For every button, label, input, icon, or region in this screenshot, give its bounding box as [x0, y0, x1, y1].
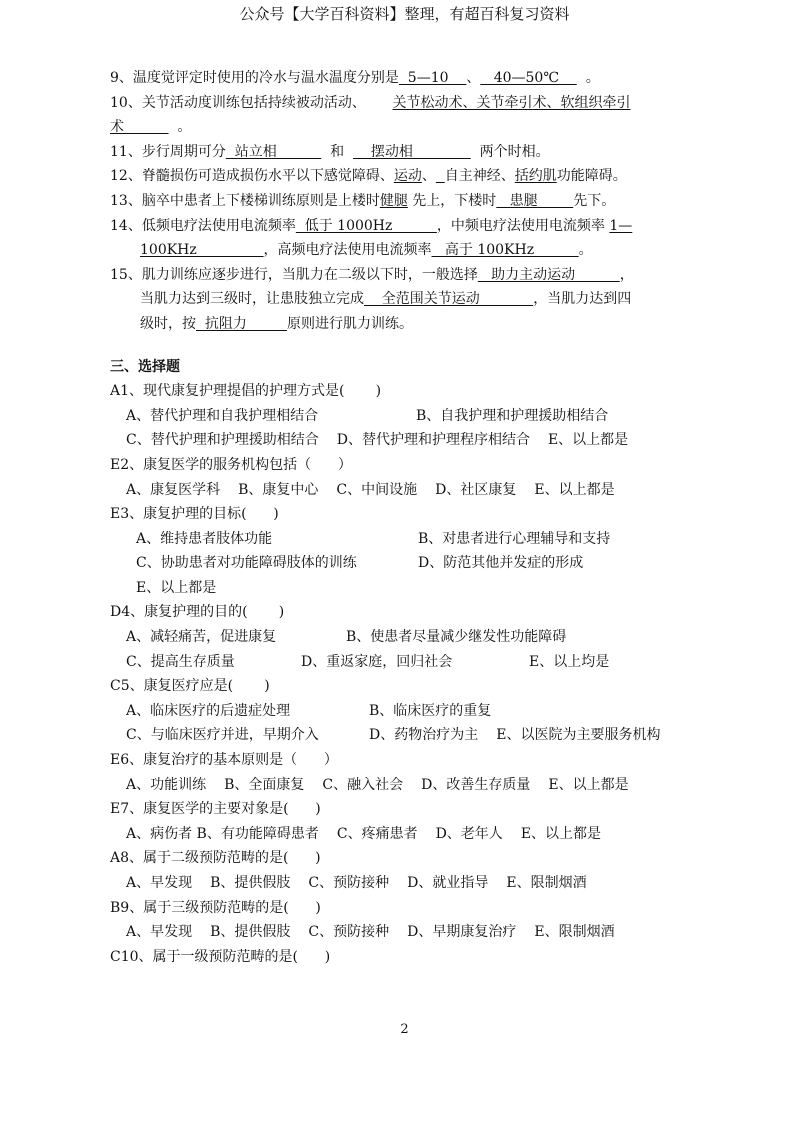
question-stem: E6、康复治疗的基本原则是（ ）: [110, 752, 338, 769]
answer-option: A、康复医学科: [126, 481, 221, 498]
answer-blank: 5—10: [398, 70, 467, 86]
question-stem: C5、康复医疗应是( ): [110, 678, 270, 695]
answer-blank: 40—50℃: [480, 70, 577, 86]
answer-option: C、与临床医疗并进，早期介入: [126, 727, 319, 744]
question-stem: A8、属于二级预防范畴的是( ): [110, 850, 321, 867]
question-text: 11、步行周期可分: [110, 143, 226, 160]
answer-option: C、协助患者对功能障碍肢体的训练: [136, 555, 357, 572]
question-text: 两个时相。: [470, 143, 550, 160]
answer-option: C、中间设施: [336, 481, 418, 498]
question-stem: D4、康复护理的目的( ): [110, 604, 285, 621]
answer-option: A、病伤者 B、有功能障碍患者: [126, 825, 319, 842]
answer-option: A、替代护理和自我护理相结合: [126, 407, 319, 424]
question-text: 当肌力达到三级时，让患肢独立完成: [140, 291, 364, 308]
question-stem: C10、属于一级预防范畴的是( ): [110, 948, 331, 965]
question-text: 原则进行肌力训练。: [286, 315, 413, 332]
answer-option: E、以上都是: [547, 432, 629, 449]
section-title: 三、选择题: [110, 358, 180, 375]
answer-option: A、减轻痛苦，促进康复: [126, 629, 277, 646]
answer-option: E、以上均是: [529, 653, 610, 670]
question-stem: B9、属于三级预防范畴的是( ): [110, 899, 321, 916]
answer-option: D、改善生存质量: [421, 776, 531, 793]
question-text: 9、温度觉评定时使用的冷水与温水温度分别是: [110, 70, 399, 86]
document-body: [110, 66, 710, 969]
answer-blank: 关节松动术、关节牵引术、软组织牵引: [392, 94, 631, 111]
option-row: [110, 699, 710, 724]
option-row: [110, 650, 710, 675]
question-text: 10、关节活动度训练包括持续被动活动、: [110, 94, 393, 111]
question-text: ，中频电疗法使用电流频率: [436, 217, 610, 234]
answer-blank: 括约肌: [514, 168, 557, 185]
answer-option: D、就业指导: [407, 875, 489, 891]
answer-blank: 1—: [609, 217, 633, 234]
answer-option: B、临床医疗的重复: [369, 702, 492, 719]
option-row: [110, 527, 710, 552]
question-text: 、: [421, 168, 436, 185]
answer-option: A、早发现: [126, 875, 193, 891]
answer-option: E、以上都是: [548, 776, 629, 793]
question-text: 。: [576, 70, 600, 86]
answer-option: E、以上都是: [520, 825, 602, 842]
question-stem: E2、康复医学的服务机构包括（ ）: [110, 456, 352, 473]
answer-option: D、重返家庭，回归社会: [301, 653, 453, 670]
question-text: 。: [168, 119, 192, 136]
answer-option: C、疼痛患者: [336, 825, 418, 842]
fill-in-line: [110, 214, 710, 239]
answer-option: E、限制烟酒: [506, 875, 587, 891]
fill-in-line: [110, 164, 710, 189]
answer-option: C、预防接种: [308, 924, 390, 941]
question-text: 15、肌力训练应逐步进行，当肌力在二级以下时，一般选择: [110, 266, 478, 283]
option-row: [110, 920, 710, 945]
question-text: 。: [578, 242, 593, 259]
answer-option: B、使患者尽量减少继发性功能障碍: [346, 629, 567, 646]
answer-option: E、以上都是: [136, 579, 217, 596]
question-text: 功能障碍。: [556, 168, 627, 185]
answer-option: A、功能训练: [126, 776, 207, 793]
question-text: ，: [619, 266, 634, 283]
answer-option: C、预防接种: [308, 875, 390, 891]
answer-option: C、替代护理和护理援助相结合: [126, 432, 319, 449]
answer-blank: 低于 1000Hz: [295, 217, 437, 234]
answer-blank: [436, 168, 445, 184]
question-text: 和: [321, 143, 354, 160]
question-text: 12、脊髓损伤可造成损伤水平以下感觉障碍、: [110, 168, 394, 185]
question-text: 先下。: [573, 192, 616, 209]
answer-option: A、维持患者肢体功能: [136, 530, 273, 547]
option-row: [110, 404, 710, 429]
fill-in-line: [110, 287, 710, 312]
option-row: [110, 723, 710, 748]
question-stem: E3、康复护理的目标( ): [110, 506, 279, 523]
page-header: 公众号【大学百科资料】整理，有超百科复习资料: [239, 5, 570, 23]
option-row: [110, 478, 710, 503]
question-text: 级时，按: [140, 315, 196, 332]
page-number: 2: [400, 1022, 409, 1037]
fill-in-line: [110, 312, 710, 337]
answer-option: B、自我护理和护理援助相结合: [416, 407, 609, 424]
answer-option: A、早发现: [126, 924, 193, 941]
question-text: 14、低频电疗法使用电流频率: [110, 217, 296, 234]
answer-option: C、融入社会: [322, 776, 404, 793]
answer-option: B、对患者进行心理辅导和支持: [418, 530, 611, 547]
answer-blank: 摆动相: [353, 143, 471, 160]
answer-option: D、早期康复治疗: [407, 924, 517, 941]
question-text: 自主神经、: [444, 168, 515, 185]
answer-blank: 术: [110, 119, 169, 136]
option-row: [110, 428, 710, 453]
question-text: ，高频电疗法使用电流频率: [263, 242, 432, 259]
option-row: [110, 625, 710, 650]
answer-option: B、提供假肢: [210, 924, 291, 941]
answer-option: E、以医院为主要服务机构: [496, 727, 661, 744]
fill-in-line: [110, 115, 710, 140]
fill-in-line: [110, 140, 710, 165]
answer-option: B、康复中心: [238, 481, 319, 498]
option-row: [110, 871, 710, 896]
answer-option: B、全面康复: [224, 776, 305, 793]
fill-in-line: [110, 238, 710, 263]
question-stem: E7、康复医学的主要对象是( ): [110, 801, 321, 818]
answer-blank: 高于 100KHz: [431, 242, 579, 259]
question-text: 先上，下楼时: [407, 192, 497, 209]
answer-blank: 站立相: [225, 143, 322, 160]
answer-option: E、以上都是: [534, 481, 615, 498]
answer-option: A、临床医疗的后遗症处理: [126, 702, 291, 719]
fill-in-line: [110, 91, 710, 116]
question-text: 13、脑卒中患者上下楼梯训练原则是上楼时: [110, 192, 380, 209]
answer-blank: 助力主动运动: [477, 266, 620, 283]
answer-option: D、社区康复: [435, 481, 517, 498]
fill-in-line: [110, 66, 710, 91]
answer-blank: 100KHz: [140, 242, 264, 259]
question-text: ，当肌力达到四: [533, 291, 632, 308]
answer-blank: 运动: [393, 168, 422, 185]
fill-in-line: [110, 189, 710, 214]
answer-option: D、药物治疗为主: [369, 727, 479, 744]
option-row: [110, 576, 710, 601]
option-row: [110, 822, 710, 847]
option-row: [110, 773, 710, 798]
question-text: 、: [466, 70, 481, 86]
answer-option: D、老年人: [435, 825, 503, 842]
answer-blank: 患腿: [496, 192, 574, 209]
answer-blank: 健腿: [379, 192, 408, 209]
answer-option: B、提供假肢: [210, 875, 291, 891]
option-row: [110, 551, 710, 576]
answer-option: D、防范其他并发症的形成: [418, 555, 584, 572]
answer-blank: 抗阻力: [196, 315, 287, 332]
question-stem: A1、现代康复护理提倡的护理方式是( ): [110, 383, 382, 400]
answer-option: E、限制烟酒: [534, 924, 615, 941]
answer-blank: 全范围关节运动: [364, 291, 534, 308]
answer-option: C、提高生存质量: [126, 653, 235, 670]
fill-in-line: [110, 263, 710, 288]
answer-option: D、替代护理和护理程序相结合: [336, 432, 530, 449]
